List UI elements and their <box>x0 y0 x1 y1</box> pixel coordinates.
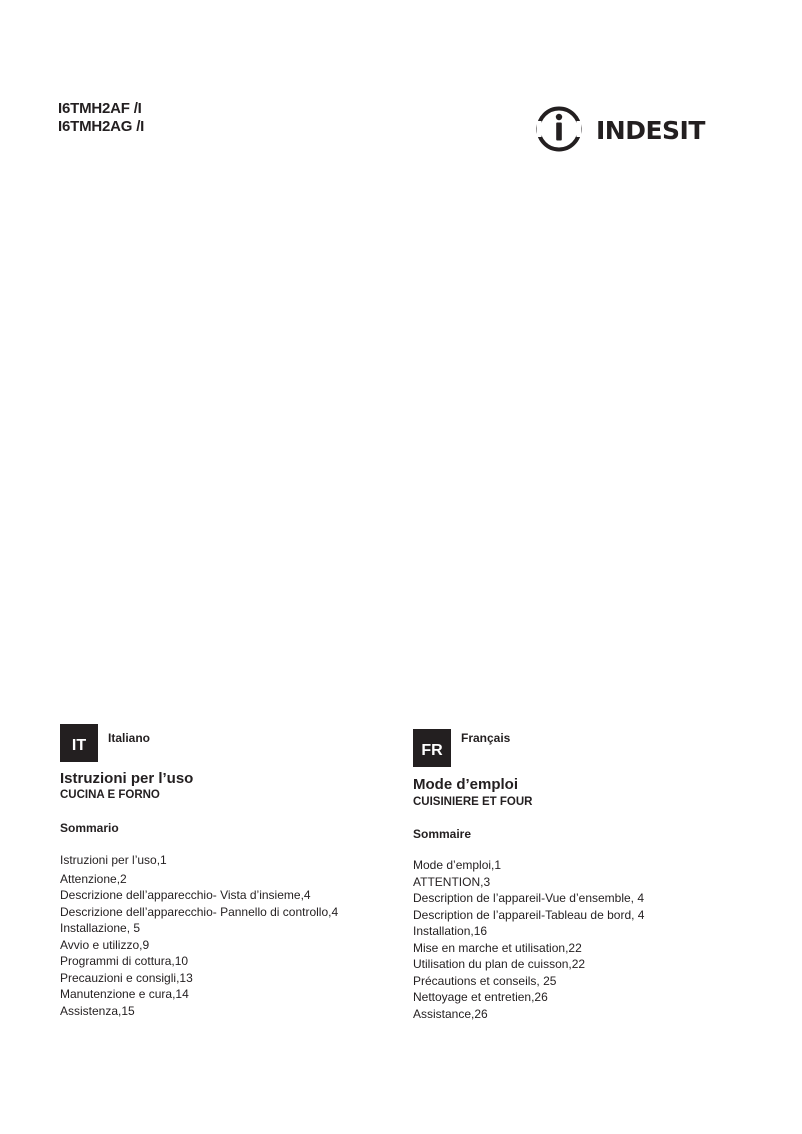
toc-item[interactable]: Descrizione dell’apparecchio- Pannello di controllo,4 <box>60 904 339 919</box>
toc-item[interactable]: Utilisation du plan de cuisson,22 <box>413 957 586 971</box>
manual-title: Istruzioni per l’uso <box>60 770 194 787</box>
model-numbers <box>58 100 144 136</box>
toc-item[interactable]: Precauzioni e consigli,13 <box>60 970 193 985</box>
manual-subtitle: CUISINIERE ET FOUR <box>413 796 533 808</box>
summary-heading: Sommario <box>60 821 119 835</box>
language-badge: FR <box>413 729 451 767</box>
manual-title: Mode d’emploi <box>413 776 518 793</box>
toc-item[interactable]: Assistance,26 <box>413 1006 488 1021</box>
toc-item[interactable]: Avvio e utilizzo,9 <box>60 937 150 952</box>
toc-item[interactable]: Manutenzione e cura,14 <box>60 987 189 1001</box>
toc-item[interactable]: ATTENTION,3 <box>413 874 491 889</box>
summary-heading: Sommaire <box>413 827 472 841</box>
brand-logo-icon <box>534 102 730 156</box>
toc-item[interactable]: Installazione, 5 <box>60 921 141 935</box>
indesit-logo <box>534 102 730 156</box>
table-of-contents <box>413 857 644 1022</box>
toc-item[interactable]: Assistenza,15 <box>60 1003 135 1018</box>
language-name: Français <box>461 731 511 745</box>
model-number: I6TMH2AF /I <box>58 100 142 117</box>
toc-item[interactable]: Description de l’appareil-Tableau de bord, 4 <box>413 907 645 922</box>
toc-item[interactable]: Nettoyage et entretien,26 <box>413 990 548 1004</box>
table-of-contents <box>60 852 338 1019</box>
toc-item[interactable]: Mode d’emploi,1 <box>413 858 502 872</box>
language-badge: IT <box>60 724 98 762</box>
toc-item[interactable]: Descrizione dell’apparecchio- Vista d’insieme,4 <box>60 888 311 902</box>
toc-item[interactable]: Description de l’appareil-Vue d’ensemble, 4 <box>413 891 645 905</box>
toc-item[interactable]: Installation,16 <box>413 924 488 938</box>
toc-item[interactable]: Précautions et conseils, 25 <box>413 973 557 988</box>
model-number: I6TMH2AG /I <box>58 118 145 135</box>
manual-subtitle: CUCINA E FORNO <box>60 789 160 801</box>
toc-item[interactable]: Attenzione,2 <box>60 871 127 886</box>
toc-item[interactable]: Istruzioni per l’uso,1 <box>60 853 167 867</box>
toc-item[interactable]: Programmi di cottura,10 <box>60 954 189 968</box>
brand-name: INDESIT <box>596 116 705 145</box>
language-name: Italiano <box>108 731 151 745</box>
toc-item[interactable]: Mise en marche et utilisation,22 <box>413 940 582 955</box>
